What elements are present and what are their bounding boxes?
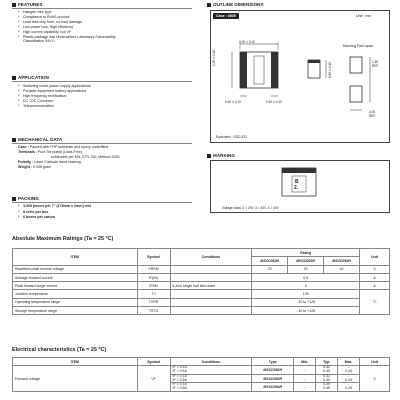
pad-bottom-label: 3.00	[369, 110, 376, 114]
list-item: * Compliance to RoHS product	[18, 15, 116, 20]
section-bullet-icon	[207, 154, 211, 158]
pad-bottom-ref: REF.	[369, 114, 376, 118]
application-list	[18, 84, 91, 109]
list-item: * Telecommunication	[18, 104, 91, 109]
table-row: Junction temperature TJ 125 °C	[13, 290, 390, 298]
list-item: * Plastic package has Underwriters Laboratory Flammability	[18, 35, 116, 40]
marking-code-top: B	[295, 179, 299, 185]
electrical-title: Electrical characteristics (Ta = 25 °C)	[12, 347, 107, 353]
marking-title: MARKING	[207, 153, 235, 158]
packing-rule	[12, 202, 192, 203]
mech-polarity: Polarity : Laser Cathode band marking	[18, 160, 81, 164]
type-header: MSCD054H	[324, 257, 360, 265]
dim-b-label: 0.40 ± 0.10	[266, 100, 282, 104]
mechanical-title: MECHANICAL DATA	[12, 137, 62, 142]
dim-side-label: 0.85 ± 0.10	[328, 62, 332, 78]
list-item: Classification 94V-0	[23, 39, 55, 44]
type-header: MSCD052H	[252, 257, 288, 265]
table-header-row	[13, 249, 390, 257]
table-row: IF = 0.1A IF = 0.5A MSCD054H - 0.35 0.45 - 0.49	[13, 383, 390, 392]
abs-max-table	[12, 248, 390, 315]
table-row: Average forward current IF(AV) 0.5 A	[13, 273, 390, 281]
list-item: * Switching mode power supply applications	[18, 84, 91, 89]
abs-max-title: Absolute Maximum Ratings (Ta = 25 °C)	[12, 236, 114, 242]
mechanical-rule	[12, 143, 192, 144]
mechanical-data	[18, 145, 120, 170]
pad-width-label: 1.50	[372, 60, 379, 64]
marking-chip	[280, 166, 320, 200]
list-item: * High frequency rectification	[18, 94, 91, 99]
pad-width-ref: REF.	[372, 64, 379, 68]
dim-a-label: 0.40 ± 0.10	[225, 100, 241, 104]
outline-title: OUTLINE DIMENSIONS	[207, 2, 264, 7]
table-row: Operating temperature range TOPR - 40 to +125	[13, 298, 390, 306]
unit-label: Unit : mm	[356, 14, 372, 18]
list-item: * 3,000 pieces per 7" (178mm x 2mm) reel	[18, 204, 91, 210]
features-list	[18, 10, 116, 44]
mech-terminals: Terminals : Pure Tin plated (Lead-Free),	[18, 150, 84, 154]
pad-layout-label: Mounting Pad Layout	[343, 44, 374, 48]
marking-code-bottom: 2.	[294, 185, 299, 191]
list-item: * 8 reels per box	[18, 210, 91, 216]
mounting-pad-layout	[350, 57, 370, 110]
section-bullet-icon	[12, 197, 16, 201]
outline-drawing	[210, 22, 390, 142]
section-bullet-icon	[12, 3, 16, 7]
list-item: * Low power loss, High efficiency	[18, 25, 116, 30]
features-rule	[12, 8, 192, 9]
list-item: * Lead less chip form, no lead damage	[18, 20, 116, 25]
electrical-table	[12, 357, 390, 392]
mech-weight: Weight : 0.006 gram	[18, 165, 52, 169]
list-item: * DC / DC Converter	[18, 99, 91, 104]
section-bullet-icon	[12, 138, 16, 142]
header-item: ITEM	[13, 249, 138, 266]
dim-left-label: 1.25 ± 0.10	[212, 50, 216, 66]
table-row: Storage temperature range TSTG - 40 to +125	[13, 307, 390, 315]
features-title: FEATURES	[12, 2, 42, 7]
list-item: * Halogen-free type	[18, 10, 116, 15]
equivalent-label: Equivalent : SOD-323	[216, 135, 247, 139]
type-header: MSCD053H	[288, 257, 324, 265]
header-symbol: Symbol	[137, 249, 170, 266]
header-unit: Unit	[360, 249, 390, 266]
header-rating: Rating	[252, 249, 360, 257]
table-header-row: ITEM Symbol Conditions Type Min. Typ. Max. Unit	[13, 358, 390, 366]
application-title: APPLICATION	[12, 75, 49, 80]
section-bullet-icon	[12, 76, 16, 80]
application-rule	[12, 81, 192, 82]
list-item: * High current capability, low VF	[18, 30, 116, 35]
mech-terminals-cont: solderable per MIL-STD-750, Method 2026.	[51, 155, 121, 159]
list-item: * 6 boxes per carton	[18, 215, 91, 221]
table-row: Forward voltage VF IF = 0.1A IF = 0.5A MSCD052H - 0.32 0.40 - 0.44 V	[13, 366, 390, 375]
chip-side-view	[308, 60, 326, 78]
dim-top-label: 2.00 ± 0.10	[239, 40, 255, 44]
case-tag: Case : 0805	[213, 13, 239, 19]
section-bullet-icon	[207, 3, 211, 7]
header-conditions: Conditions	[170, 249, 252, 266]
table-row: IF = 0.1A IF = 0.5A MSCD053H - 0.32 0.40 - 0.44	[13, 374, 390, 383]
table-row: Repetitive peak reverse voltage VRRM 20 30 40 V	[13, 265, 390, 273]
packing-title: PACKING	[12, 196, 39, 201]
chip-top-view	[240, 52, 278, 88]
mech-case: Case : Packed with FRP substrate and epoxy underfilled	[18, 145, 109, 149]
list-item: * Portable equipment battery applications	[18, 89, 91, 94]
table-row: Peak forward surge current IFSM 8.3ms single half sine-wave 5 A	[13, 282, 390, 290]
packing-list	[18, 204, 91, 221]
voltage-class-note: Voltage class: 2 = 20V, 3 = 30V, 4 = 40V	[222, 206, 279, 210]
